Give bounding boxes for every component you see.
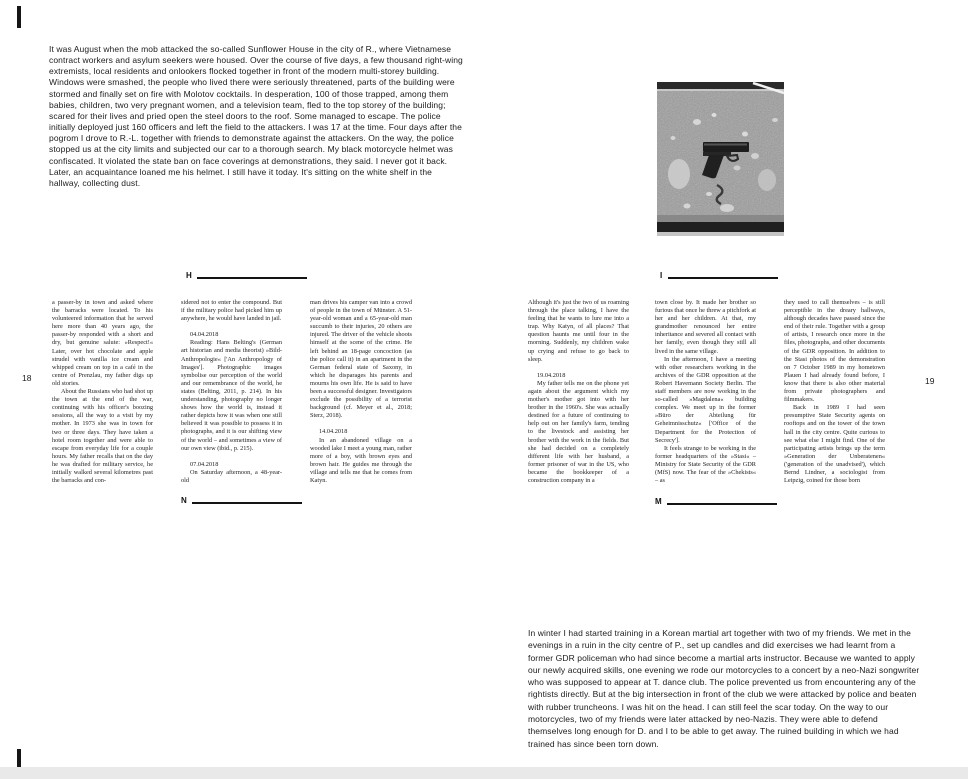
column-paragraph: About the Russians who had shot up the town at the end of the war, continuing with his officer's boozing sessions, all the way to a visit by my mother. In 1973 she was in town for two or three days. They have taken a hotel room together and were able to escape from everyday life for a couple hours. My father recalls that on the day he was drafted for military service, he initially walked several kilometres past the barracks and con- [52, 388, 154, 485]
diary-date: 04.04.2018 [190, 331, 219, 339]
marker-n [181, 496, 302, 505]
text-column-6 [784, 299, 885, 485]
marker-letter: I [660, 271, 663, 280]
text-column-2 [181, 299, 282, 485]
column-paragraph: My father tells me on the phone yet again about the argument which my mother's mother got into with her brother in the 1960's. She was actually destined for a future of continuing to help out on her family's farm, tending to the livestock and assisting her brother with the work in the fields. But she had decided on a completely different life with her husband, a former prisoner of war in the US, who became the bookkeeper of a construction company in a [528, 379, 629, 484]
column-paragraph: man drives his camper van into a crowd of people in the town of Münster. A 51-year-old woman and a 65-year-old man succumb to their injuries, 20 others are injured. The driver of the vehicle shoots himself at the scene of the crime. He left behind an 18-page concoction (as the police call it) in an apartment in the German federal state of Saxony, in which he disparages his parents and mourns his own life. He is said to have been a successful designer. Investigators exclude the possibility of a terrorist background (cf. Meyer et al., 2018; Sterz, 2018). [310, 299, 412, 420]
marker-i [660, 271, 778, 280]
column-paragraph: On Saturday afternoon, a 48-year-old [181, 468, 282, 484]
marker-rule [668, 277, 778, 279]
page-number-right: 19 [925, 376, 935, 386]
column-paragraph: Reading: Hans Belting's (German art historian and media theorist) »Bild-Anthropologie« ['An Anthropology of Images']. Photographic images symbolise our perception of the world and our remembrance of the world, he states (Belting, 2011, p. 214). In his understanding, photography no longer shows how the world is, instead it rather depicts how it was when one still believed it was possible to possess it in photographs, and it is our shifting view of the world – and sometimes a view of our own view (ibid., p. 215). [181, 339, 282, 452]
page-number-left: 18 [22, 373, 32, 383]
marker-rule [197, 277, 307, 279]
column-paragraph: Although it's just the two of us roaming through the place talking, I have the feeling that he wants to lure me into a trap. Why Katyn, of all places? That question haunts me until four in the morning. Suddenly, my children wake up crying and refuse to go back to sleep. [528, 299, 629, 363]
column-paragraph: a passer-by in town and asked where the barracks were located. To his volunteered information that he served here more than 40 years ago, the passer-by responded with a short and dry, but genuine salute: »Respect!« Later, over hot chocolate and apple strudel with vanilla ice cream and whipped cream on top in a café in the centre of Prenzlau, my father digs up old stories. [52, 299, 153, 387]
column-paragraph: Back in 1989 I had seen presumptive State Security agents on rooftops and on the tower of the town hall in the city centre. Quite curious to see what else I might find. One of the participating artists brings up the term »Generation der Unberatenen« ('generation of the unadvised'), which Bernd Lindner, a sociologist from Leipzig, coined for those born [784, 404, 885, 485]
column-paragraph: It feels strange to be working in the former headquarters of the »Stasi« – Ministry for State Security of the GDR (MfS) now. The fear of the »Chekists« – as [655, 444, 756, 485]
diary-date: 14.04.2018 [319, 428, 348, 436]
column-paragraph: they used to call themselves – is still perceptible in the dreary hallways, although decades have passed since the end of their rule. Together with a group of artists, I research once more in the files, photographs, and other documents of the GDR opposition. In addition to the Stasi photos of the demonstration on 7 October 1989 in my hometown Plauen I had already found before, I know that there is also other material from private photographers and filmmakers. [784, 299, 885, 404]
outro-paragraph: In winter I had started training in a Korean martial art together with two of my friends. We met in the evenings in a ruin in the city centre of P., set up candles and did exercises we had learnt from a former GDR policeman who had since become a martial arts instructor. Because we wanted to apply our newly acquired skills, one evening we rode our motorcycles to a concert by a neo-Nazi songwriter who was supposed to appear at T. dance club. The police prevented us from encountering any of the rightists directly. But at the big intersection in front of the club we were attacked by police and beaten with rubber truncheons. I was hit on the head. I can still feel the scar today. On the way to our motorcycles, two of my friends were later attacked by neo-Nazis. They were able to defend themselves long enough for D. and I to be able to get away. The ruined building in which we had trained has since been torn down. [528, 628, 920, 749]
marker-m [655, 497, 777, 506]
marker-letter: M [655, 497, 662, 506]
diary-date: 07.04.2018 [190, 460, 219, 468]
text-column-3 [310, 299, 412, 485]
marker-h [186, 271, 307, 280]
pistol-photo-graphic [657, 82, 784, 236]
text-column-5 [655, 299, 756, 485]
text-column-4 [528, 299, 629, 485]
column-paragraph: town close by. It made her brother so furious that once he threw a pitchfork at her and her children. At that, my grandmother renounced her entire inheritance and severed all contact with her family, even though they still all lived in the same village. [655, 299, 756, 355]
marker-rule [192, 502, 302, 504]
evidence-photo [657, 82, 784, 236]
marker-letter: H [186, 271, 193, 280]
text-column-1 [52, 299, 153, 485]
crop-mark-top [17, 6, 21, 28]
intro-paragraph: It was August when the mob attacked the so-called Sunflower House in the city of R., where Vietnamese contract workers and asylum seekers were housed. Over the course of five days, a few thousand right-wing extremists, local residents and onlookers flocked together in front of the modern multi-storey building. Windows were smashed, the people who lived there were seriously threatened, parts of the building were stormed and finally set on fire with Molotov cocktails. In desperation, 100 of those trapped, among them babies, children, two very pregnant women, and a television team, fled to the top storey of the building; scared for their lives and pried open the steel doors to the roof. Some managed to escape. The police initially deployed just 160 officers and left the field to the attackers. I was 17 at the time. Four days after the pogrom I drove to R.-L. together with friends to demonstrate against the attackers. On the way, the police stopped us at the city limits and subjected our car to a thorough search. My black motorcycle helmet was confiscated. It violated the state ban on face coverings at demonstrations, they said. I never got it back. Later, an acquaintance loaned me his helmet. I still have it today. It's sitting on the white shelf in the hallway, collecting dust. [49, 44, 463, 188]
column-paragraph: In the afternoon, I have a meeting with other researchers working in the archives of the GDR opposition at the Robert Havemann Society Berlin. The staff members are now working in the so-called »Magdalena« building complex. We meet up in the former »Büro der Abteilung für Geheimnisschutz« ['Office of the Department for the Protection of Secrecy']. [655, 355, 756, 444]
column-paragraph: In an abandoned village on a wooded lake I meet a young man, rather more of a boy, with brown eyes and brown hair. He guides me through the village and tells me that he comes from Katyn. [310, 436, 412, 484]
marker-letter: N [181, 496, 188, 505]
bottom-edge-strip [0, 767, 968, 779]
column-paragraph: sidered not to enter the compound. But if the military police had picked him up anywhere, he would have landed in jail. [181, 299, 282, 323]
diary-date: 19.04.2018 [537, 371, 566, 379]
marker-rule [667, 503, 777, 505]
